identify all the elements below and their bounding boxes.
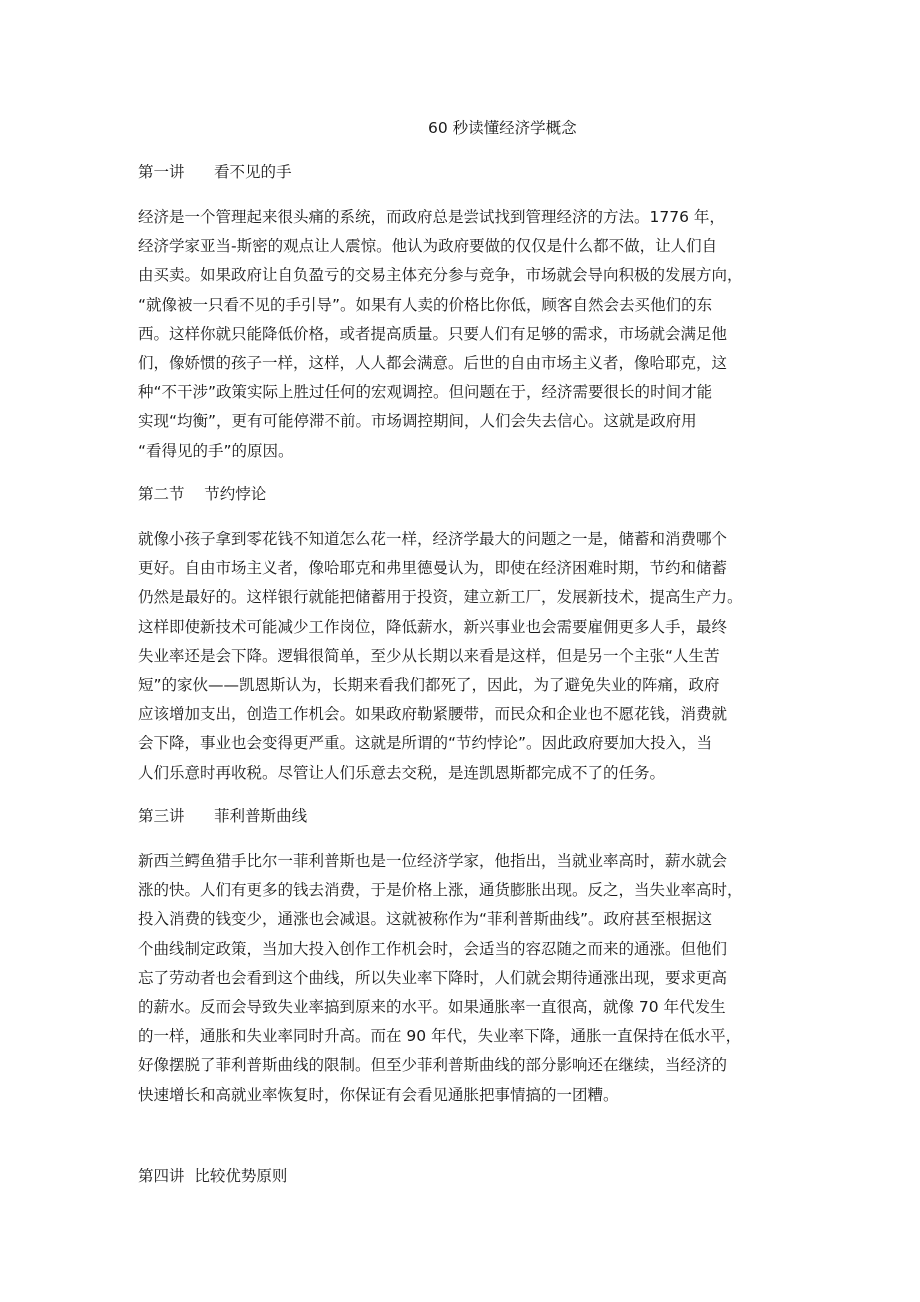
paragraph-line: 涨的快。人们有更多的钱去消费，于是价格上涨，通货膨胀出现。反之，当失业率高时， bbox=[138, 881, 743, 900]
paragraph-line: 们，像娇惯的孩子一样，这样，人人都会满意。后世的自由市场主义者，像哈耶克，这 bbox=[138, 354, 728, 373]
section-paragraph-1 bbox=[138, 203, 788, 466]
paragraph-line: 更好。自由市场主义者，像哈耶克和弗里德曼认为，即使在经济困难时期，节约和储蓄 bbox=[138, 559, 728, 578]
section-heading-1: 第一讲 看不见的手 bbox=[138, 163, 292, 181]
paragraph-line: 经济是一个管理起来很头痛的系统，而政府总是尝试找到管理经济的方法。1776 年， bbox=[138, 208, 725, 226]
paragraph-line: 人们乐意时再收税。尽管让人们乐意去交税，是连凯恩斯都完成不了的任务。 bbox=[138, 763, 666, 782]
paragraph-line: 个曲线制定政策，当加大投入创作工作机会时，会适当的容忍随之而来的通涨。但他们 bbox=[138, 939, 728, 958]
paragraph-line: 的薪水。反而会导致失业率搞到原来的水平。如果通胀率一直很高，就像 70 年代发生 bbox=[138, 998, 726, 1017]
paragraph-line: 快速增长和高就业率恢复时，你保证有会看见通胀把事情搞的一团糟。 bbox=[138, 1085, 619, 1104]
paragraph-line: 种“不干涉”政策实际上胜过任何的宏观调控。但问题在于，经济需要很长的时间才能 bbox=[138, 383, 713, 402]
paragraph-line: 失业率还是会下降。逻辑很简单，至少从长期以来看是这样，但是另一个主张“人生苦 bbox=[138, 646, 720, 665]
paragraph-line: 仍然是最好的。这样银行就能把储蓄用于投资，建立新工厂，发展新技术，提高生产力。 bbox=[138, 588, 743, 607]
paragraph-line: 这样即使新技术可能减少工作岗位，降低薪水，新兴事业也会需要雇佣更多人手，最终 bbox=[138, 617, 728, 636]
paragraph-line: 忘了劳动者也会看到这个曲线，所以失业率下降时，人们就会期待通涨出现，要求更高 bbox=[138, 968, 728, 987]
paragraph-line: 西。这样你就只能降低价格，或者提高质量。只要人们有足够的需求，市场就会满足他 bbox=[138, 324, 728, 343]
document-title: 60 秒读懂经济学概念 bbox=[428, 119, 577, 137]
section-heading-2: 第二节 节约悖论 bbox=[138, 485, 267, 503]
paragraph-line: 由买卖。如果政府让自负盈亏的交易主体充分参与竞争，市场就会导向积极的发展方向， bbox=[138, 266, 743, 285]
paragraph-line: 就像小孩子拿到零花钱不知道怎么花一样，经济学最大的问题之一是，储蓄和消费哪个 bbox=[138, 530, 728, 548]
paragraph-line: “就像被一只看不见的手引导”。如果有人卖的价格比你低，顾客自然会去买他们的东 bbox=[138, 295, 713, 314]
paragraph-line: 新西兰鳄鱼猎手比尔一菲利普斯也是一位经济学家，他指出，当就业率高时，薪水就会 bbox=[138, 852, 728, 870]
paragraph-line: 经济学家亚当-斯密的观点让人震惊。他认为政府要做的仅仅是什么都不做，让人们自 bbox=[138, 237, 718, 256]
section-heading-3: 第三讲 菲利普斯曲线 bbox=[138, 807, 308, 825]
paragraph-line: 的一样，通胀和失业率同时升高。而在 90 年代，失业率下降，通胀一直保持在低水平， bbox=[138, 1027, 742, 1046]
paragraph-line: 实现“均衡”，更有可能停滞不前。市场调控期间，人们会失去信心。这就是政府用 bbox=[138, 412, 697, 431]
paragraph-line: “看得见的手”的原因。 bbox=[138, 441, 294, 460]
section-paragraph-3 bbox=[138, 847, 788, 1110]
paragraph-line: 短”的家伙——凯恩斯认为，长期来看我们都死了，因此，为了避免失业的阵痛，政府 bbox=[138, 676, 720, 695]
section-heading-4: 第四讲 比较优势原则 bbox=[138, 1167, 288, 1185]
paragraph-line: 投入消费的钱变少，通涨也会减退。这就被称作为“菲利普斯曲线”。政府甚至根据这 bbox=[138, 910, 713, 929]
paragraph-line: 会下降，事业也会变得更严重。这就是所谓的“节约悖论”。因此政府要加大投入，当 bbox=[138, 734, 713, 753]
paragraph-line: 好像摆脱了菲利普斯曲线的限制。但至少菲利普斯曲线的部分影响还在继续，当经济的 bbox=[138, 1056, 728, 1075]
paragraph-line: 应该增加支出，创造工作机会。如果政府勒紧腰带，而民众和企业也不愿花钱，消费就 bbox=[138, 705, 728, 724]
section-paragraph-2 bbox=[138, 525, 788, 788]
